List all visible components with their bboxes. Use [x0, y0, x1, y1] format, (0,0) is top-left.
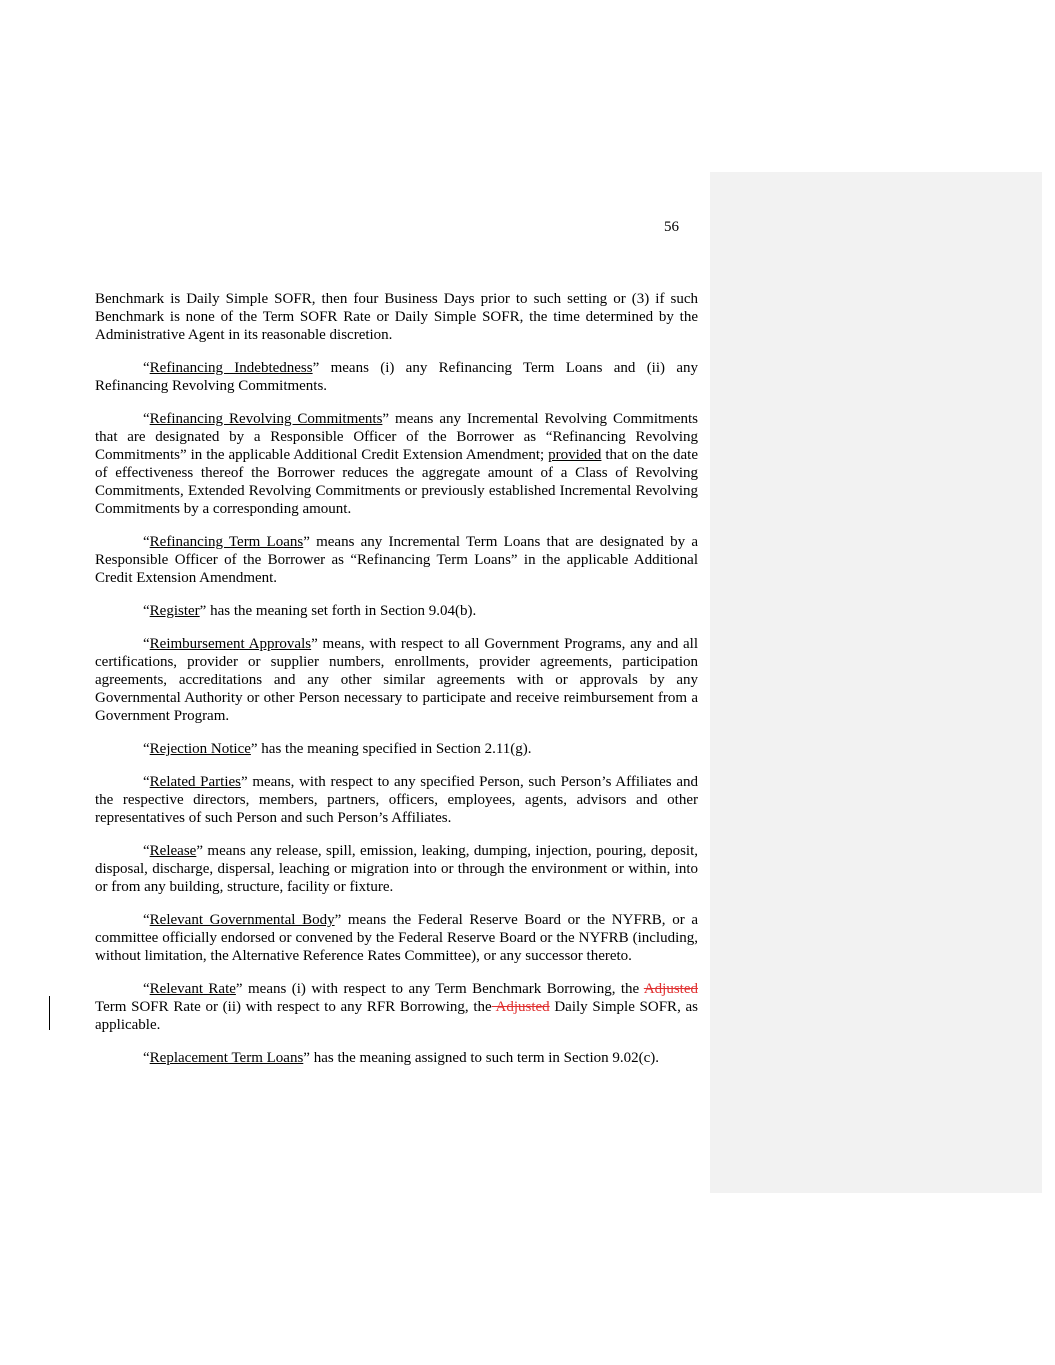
paragraph-text: ” means any Incremental Term Loans that are designated by a Responsible Officer of the Borrower as “Refinancing Term Loans” in the applicable Additional Credit Extension Amendment. [95, 534, 698, 586]
paragraph-text: ” means any release, spill, emission, leaking, dumping, injection, pouring, deposit, disposal, discharge, dispersal, leaching or migration into or through the environment or within, into or from any building, structure, facility or fixture. [95, 843, 698, 895]
paragraph-text: “ [143, 636, 150, 652]
definition-relevant-rate [95, 980, 698, 1034]
paragraph-text: ” has the meaning specified in Section 2.11(g). [250, 741, 532, 757]
paragraph-text: “ [143, 360, 150, 376]
paragraph-text: Term SOFR Rate or (ii) with respect to any RFR Borrowing, the [95, 999, 492, 1015]
defined-term: Relevant Governmental Body [149, 912, 335, 928]
defined-term: Rejection Notice [149, 741, 251, 757]
definition-rejection-notice [95, 740, 698, 758]
definition-replacement-term-loans [95, 1049, 698, 1067]
definition-release [95, 842, 698, 896]
definition-refinancing-indebtedness [95, 359, 698, 395]
paragraph-text: ” means any Incremental Revolving Commitments that are designated by a Responsible Officer of the Borrower as “Refinancing Revolving Commitments” in the applicable Additional Credit Extension Amendment; [95, 411, 699, 463]
defined-term: Reimbursement Approvals [149, 636, 312, 652]
defined-term: Register [149, 603, 200, 619]
change-bar [49, 996, 50, 1030]
defined-term: Relevant Rate [149, 981, 236, 997]
paragraph-text: ” means (i) with respect to any Term Benchmark Borrowing, the [235, 981, 644, 997]
defined-term: Refinancing Indebtedness [149, 360, 313, 376]
paragraph-text: Daily Simple SOFR, as applicable. [95, 999, 698, 1033]
deleted-text: Adjusted [643, 981, 698, 997]
defined-term: Release [149, 843, 197, 859]
deleted-text: Adjusted [491, 999, 550, 1015]
definition-reimbursement-approvals [95, 635, 698, 725]
definition-relevant-governmental-body [95, 911, 698, 965]
paragraph-text: ” has the meaning assigned to such term in Section 9.02(c). [303, 1050, 660, 1066]
paragraph-text: “ [143, 603, 150, 619]
paragraph-text: “ [143, 534, 150, 550]
paragraph-text: “ [143, 411, 150, 427]
paragraph-text: ” means, with respect to all Government Programs, any and all certifications, provider or supplier numbers, enrollments, provider agreements, participation agreements, accreditations and any other similar agreements with or approvals by any Governmental Authority or other Person necessary to participate and receive reimbursement from a Government Program. [95, 636, 698, 724]
paragraph-text: “ [143, 981, 150, 997]
defined-term: Refinancing Revolving Commitments [149, 411, 383, 427]
paragraph [95, 290, 698, 344]
paragraph-text: Benchmark is Daily Simple SOFR, then four Business Days prior to such setting or (3) if such Benchmark is none of the Term SOFR Rate or Daily Simple SOFR, the time determined by the Administrative Agent in its reasonable discretion. [95, 291, 698, 343]
paragraph-text: “ [143, 1050, 150, 1066]
definition-related-parties [95, 773, 698, 827]
defined-term: Related Parties [149, 774, 241, 790]
defined-term: Replacement Term Loans [149, 1050, 304, 1066]
paragraph-text: “ [143, 843, 150, 859]
paragraph-text: ” has the meaning set forth in Section 9.04(b). [199, 603, 477, 619]
paragraph-text: that on the date of effectiveness thereof the Borrower reduces the aggregate amount of a Class of Revolving Commitments, Extended Revolving Commitments or previously established Incremental Revolving Commitments by a corresponding amount. [95, 447, 698, 517]
paragraph-text: “ [143, 741, 150, 757]
paragraph-text: “ [143, 912, 150, 928]
definition-refinancing-term-loans [95, 533, 698, 587]
defined-term: Refinancing Term Loans [149, 534, 304, 550]
paragraph-text: ” means (i) any Refinancing Term Loans and (ii) any Refinancing Revolving Commitments. [95, 360, 698, 394]
paragraph-text: ” means the Federal Reserve Board or the NYFRB, or a committee officially endorsed or convened by the Federal Reserve Board or the NYFRB (including, without limitation, the Alternative Reference Rates Committee), or any successor thereto. [95, 912, 698, 964]
definition-register [95, 602, 698, 620]
defined-term: provided [548, 447, 602, 463]
paragraph-text: “ [143, 774, 150, 790]
paragraph-text: ” means, with respect to any specified Person, such Person’s Affiliates and the respective directors, members, partners, officers, employees, agents, advisors and other representatives of such Person and such Person’s Affiliates. [95, 774, 698, 826]
definition-refinancing-revolving-commitments [95, 410, 698, 518]
document-body [95, 290, 698, 1082]
comment-pane [710, 172, 1042, 1193]
page-number: 56 [664, 219, 679, 235]
